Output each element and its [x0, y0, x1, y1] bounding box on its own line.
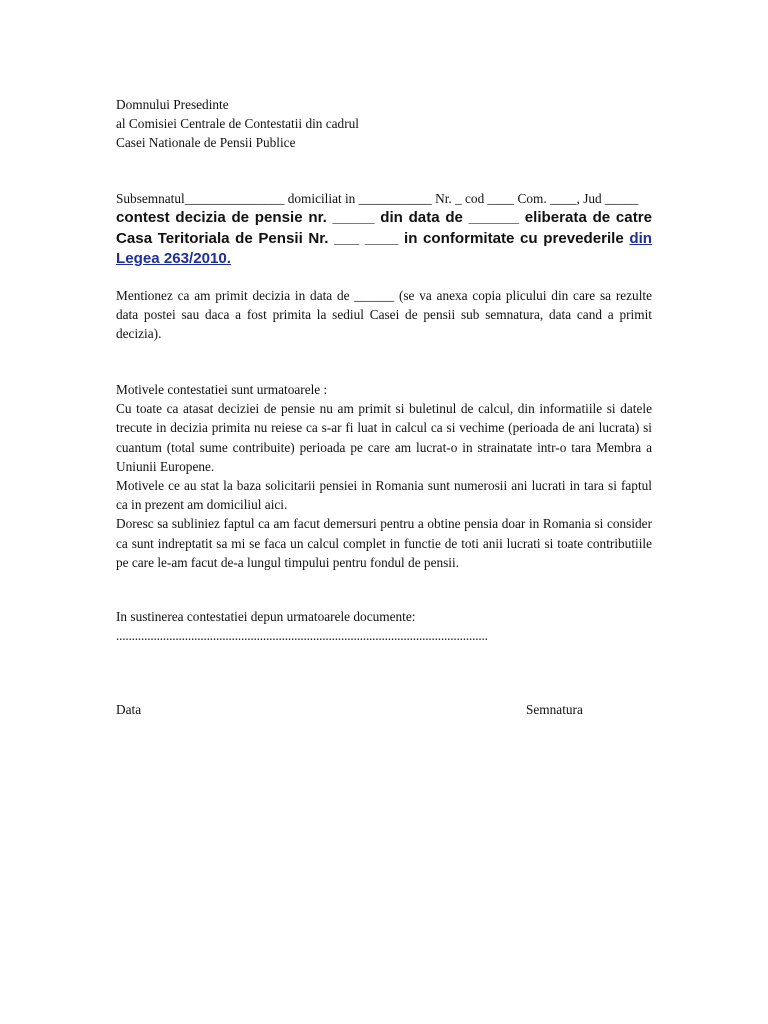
- motive-section: [116, 380, 652, 572]
- documente-dotted-line: .......................................................................................................................: [116, 628, 488, 644]
- documente-heading: In sustinerea contestatiei depun urmatoarele documente:: [116, 609, 416, 624]
- addressee-line-1: Domnului Presedinte: [116, 97, 229, 112]
- subsemnat-line: Subsemnatul_______________ domiciliat in ___________ Nr. _ cod ____ Com. ____, Jud _____: [116, 191, 639, 206]
- contest-text: contest decizia de pensie nr. _____ din data de ______ eliberata de catre Casa Teritoriala de Pensii Nr. ___ ____ in conformitate cu prevederile: [116, 209, 652, 247]
- contest-paragraph: [116, 208, 652, 270]
- semnatura-label: Semnatura: [526, 702, 583, 717]
- law-link[interactable]: din Legea 263/2010.: [116, 229, 652, 267]
- mentionez-paragraph: Mentionez ca am primit decizia in data de ______ (se va anexa copia plicului din care sa rezulte data postei sau daca a fost primita la sediul Casei de pensii sub semnatura, data cand a primit decizia).: [116, 288, 652, 342]
- motive-paragraph-1: Cu toate ca atasat deciziei de pensie nu am primit si buletinul de calcul, din informatiile si datele trecute in decizia primita nu reiese ca s-ar fi luat in calcul ca si vechime (perioada de ani lucrata) si cuantum (total sume contribuite) perioada pe care am lucrat-o in strainatate intr-o tara Membra a Uniunii Europene.: [116, 401, 652, 474]
- addressee-line-2: al Comisiei Centrale de Contestatii din cadrul: [116, 116, 359, 131]
- addressee-block: [116, 95, 359, 152]
- motive-paragraph-2: Motivele ce au stat la baza solicitarii pensiei in Romania sunt numerosii ani lucrati in tara si faptul ca in prezent am domiciliul aici.: [116, 478, 652, 513]
- data-label: Data: [116, 702, 142, 717]
- motive-paragraph-3: Doresc sa subliniez faptul ca am facut demersuri pentru a obtine pensia doar in Romania si consider ca sunt indreptatit sa mi se faca un calcul complet in functie de toti anii lucrati si toate contributiile pe care le-am facut de-a lungul timpului pentru fondul de pensii.: [116, 516, 652, 570]
- motive-heading: Motivele contestatiei sunt urmatoarele :: [116, 382, 328, 397]
- documente-section: [116, 607, 652, 645]
- addressee-line-3: Casei Nationale de Pensii Publice: [116, 135, 296, 150]
